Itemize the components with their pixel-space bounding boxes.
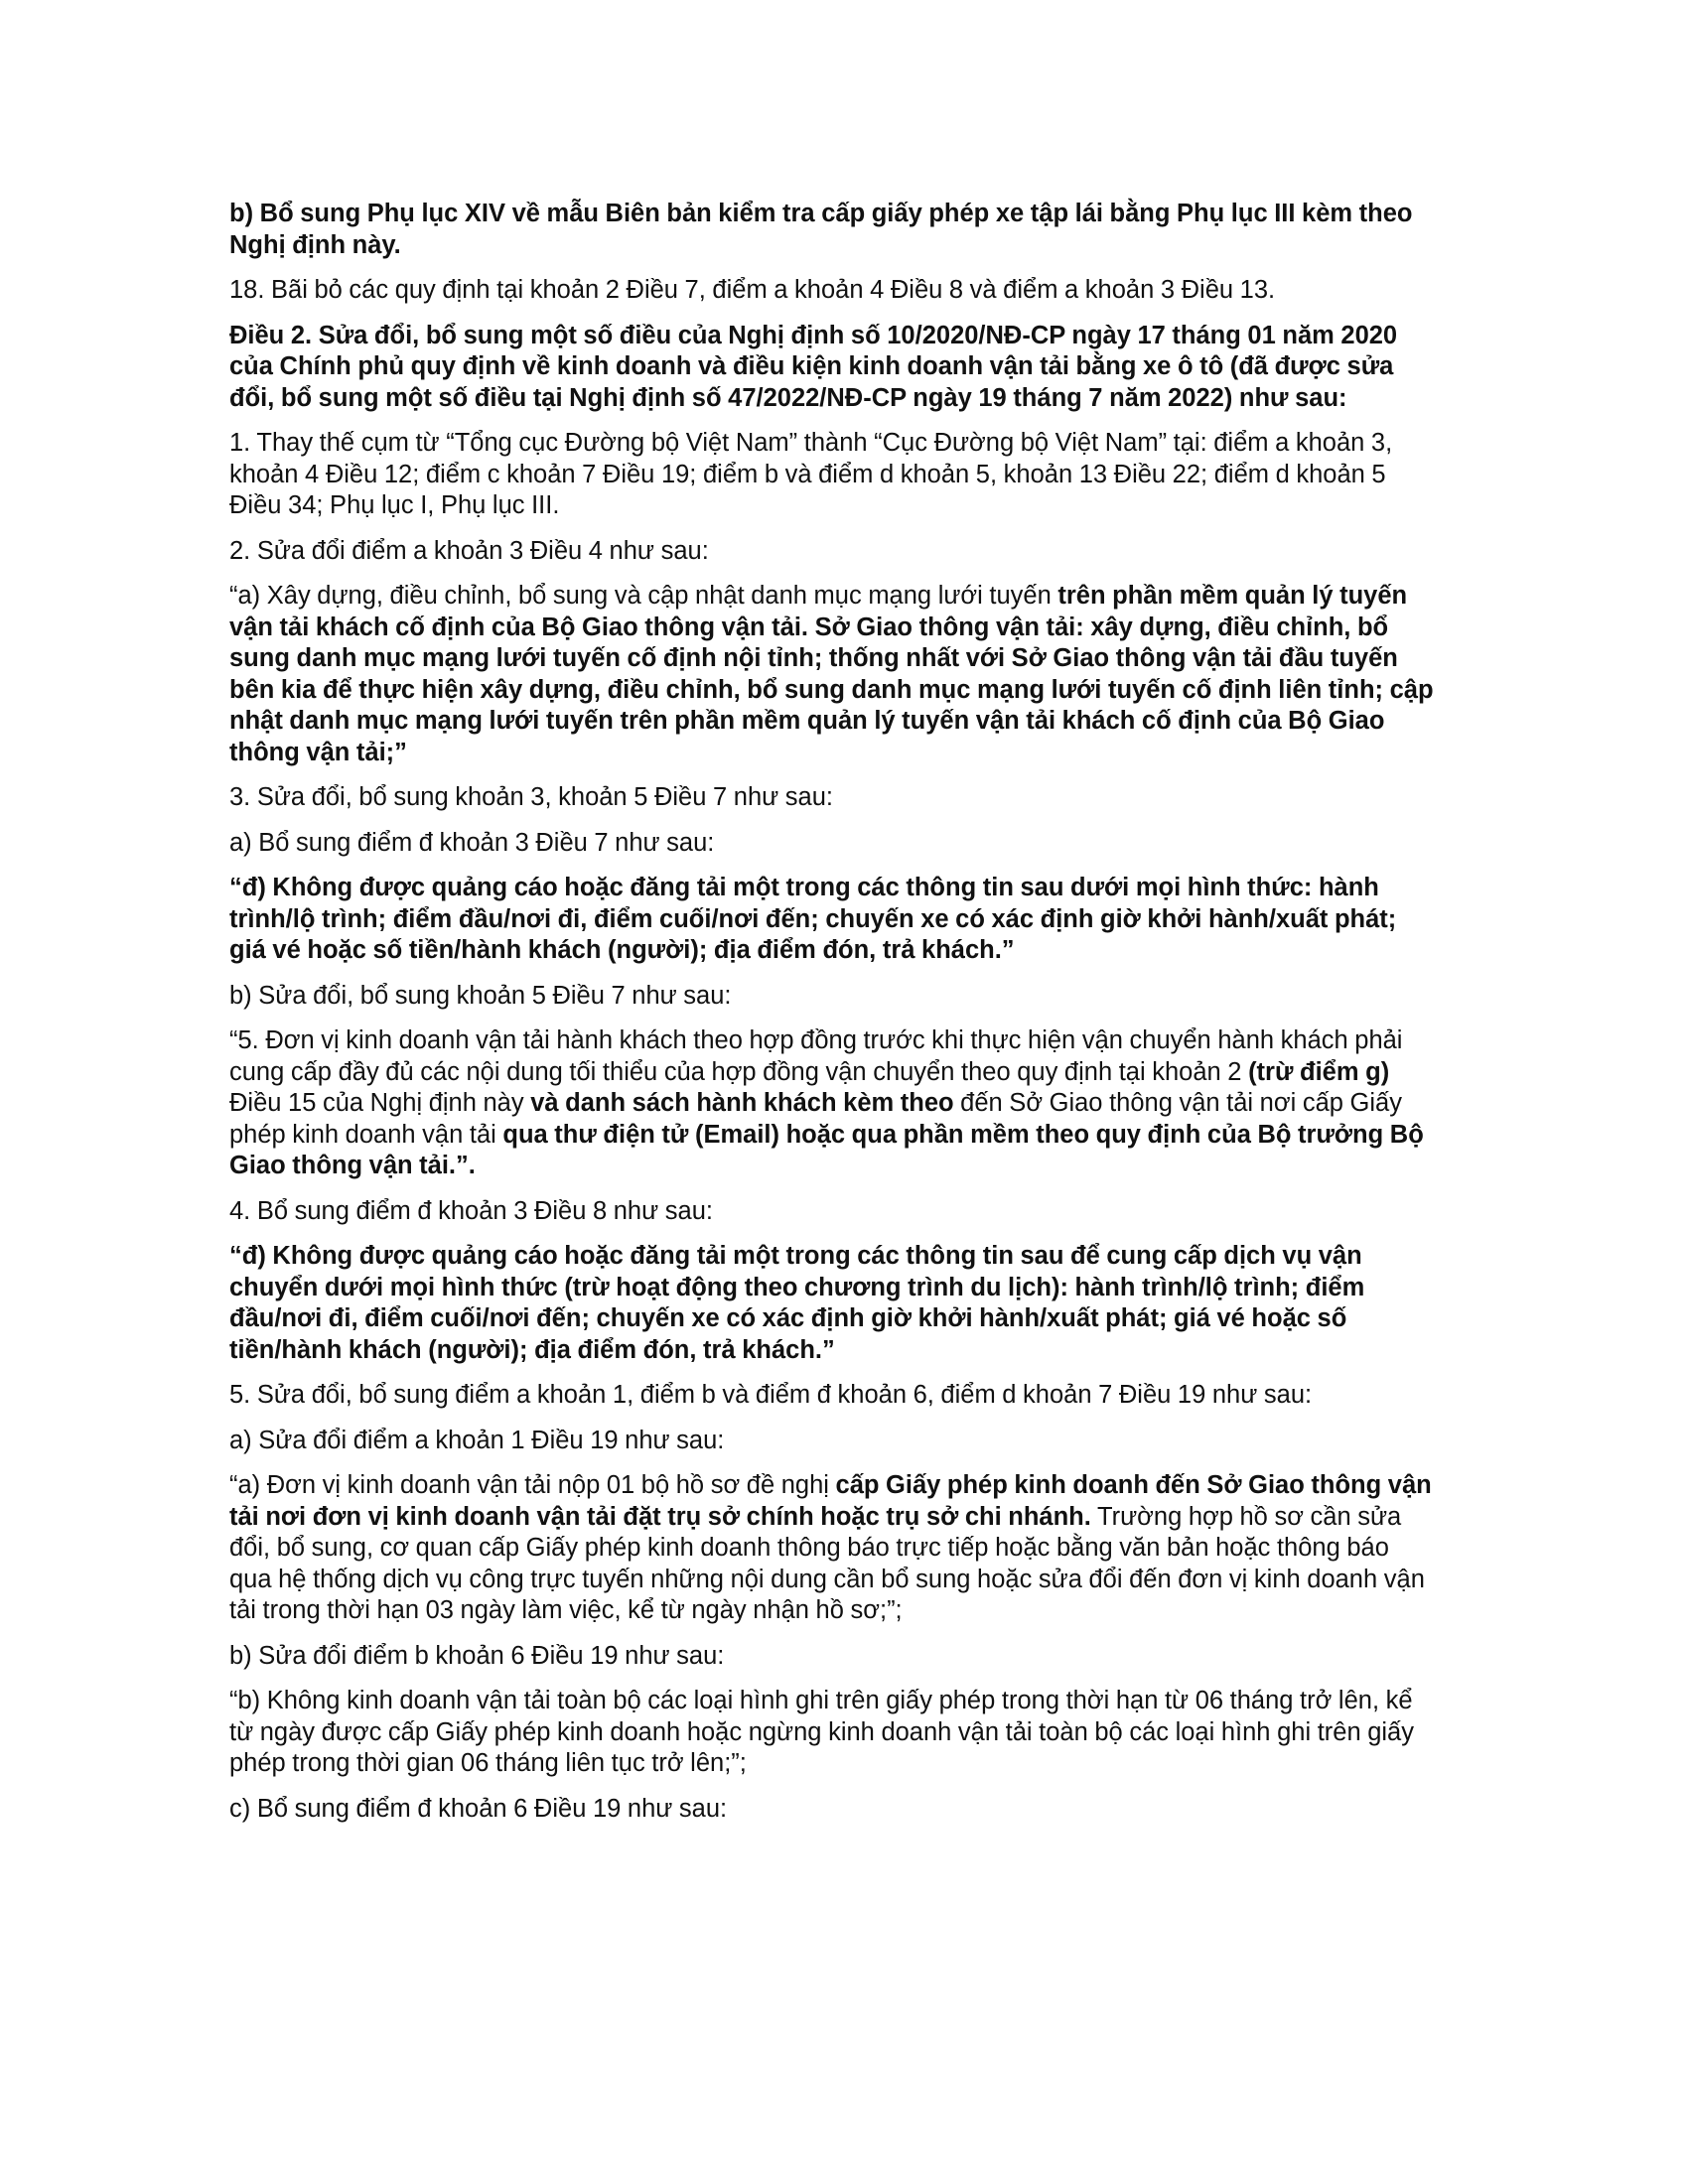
bold-text: qua thư điện tử (Email) hoặc qua phần mềm theo quy định của Bộ trưởng Bộ Giao thông vận tải.”. [229,1120,1424,1179]
paragraph-16 [229,1470,1437,1627]
paragraph-3 [229,321,1437,415]
text: b) Sửa đổi điểm b khoản 6 Điều 19 như sau: [229,1641,725,1670]
text: “a) Xây dựng, điều chỉnh, bổ sung và cập nhật danh mục mạng lưới tuyến [229,582,1058,610]
bold-text: b) Bổ sung Phụ lục XIV về mẫu Biên bản kiểm tra cấp giấy phép xe tập lái bằng Phụ lục III kèm theo Nghị định này. [229,200,1413,259]
bold-text: “đ) Không được quảng cáo hoặc đăng tải một trong các thông tin sau để cung cấp dịch vụ vận chuyển dưới mọi hình thức (trừ hoạt động theo chương trình du lịch): hành trình/lộ trình; điểm đầu/nơi đi, điểm cuối/nơi đến; chuyến xe có xác định giờ khởi hành/xuất phát; giá vé hoặc số tiền/hành khách (người); địa điểm đón, trả khách.” [229,1242,1365,1364]
text: a) Bổ sung điểm đ khoản 3 Điều 7 như sau: [229,828,715,857]
paragraph-2 [229,275,1437,307]
text: b) Sửa đổi, bổ sung khoản 5 Điều 7 như sau: [229,981,732,1010]
bold-text: cấp Giấy phép kinh doanh đến Sở Giao thông vận tải nơi đơn vị kinh doanh vận tải đặt trụ sở chính hoặc trụ sở chi nhánh. [229,1471,1432,1531]
paragraph-5 [229,536,1437,568]
paragraph-12 [229,1196,1437,1228]
paragraph-14 [229,1380,1437,1412]
bold-text: (trừ điểm g) [1248,1057,1390,1086]
paragraph-19 [229,1794,1437,1826]
paragraph-8 [229,828,1437,860]
text: 5. Sửa đổi, bổ sung điểm a khoản 1, điểm b và điểm đ khoản 6, điểm d khoản 7 Điều 19 như sau: [229,1381,1313,1409]
text: a) Sửa đổi điểm a khoản 1 Điều 19 như sau: [229,1426,725,1454]
text: 1. Thay thế cụm từ “Tổng cục Đường bộ Việt Nam” thành “Cục Đường bộ Việt Nam” tại: điểm a khoản 3, khoản 4 Điều 12; điểm c khoản 7 Điều 19; điểm b và điểm d khoản 5, khoản 13 Điều 22; điểm d khoản 5 Điều 34; Phụ lục I, Phụ lục III. [229,429,1393,519]
paragraph-11 [229,1025,1437,1182]
text: c) Bổ sung điểm đ khoản 6 Điều 19 như sau: [229,1794,728,1823]
paragraph-6 [229,581,1437,768]
paragraph-10 [229,981,1437,1013]
bold-text: “đ) Không được quảng cáo hoặc đăng tải một trong các thông tin sau dưới mọi hình thức: hành trình/lộ trình; điểm đầu/nơi đi, điểm cuối/nơi đến; chuyến xe có xác định giờ khởi hành/xuất phát; giá vé hoặc số tiền/hành khách (người); địa điểm đón, trả khách.” [229,874,1397,964]
paragraph-1 [229,199,1437,261]
paragraph-17 [229,1641,1437,1673]
text: 2. Sửa đổi điểm a khoản 3 Điều 4 như sau: [229,536,709,565]
paragraph-7 [229,782,1437,814]
text: “5. Đơn vị kinh doanh vận tải hành khách theo hợp đồng trước khi thực hiện vận chuyển hành khách phải cung cấp đầy đủ các nội dung tối thiểu của hợp đồng vận chuyển theo quy định tại khoản 2 [229,1026,1403,1086]
paragraph-13 [229,1241,1437,1366]
document-page [229,199,1437,1839]
text: đến Sở Giao thông vận tải nơi cấp Giấy phép kinh doanh vận tải [229,1089,1402,1149]
paragraph-18 [229,1686,1437,1780]
paragraph-15 [229,1426,1437,1457]
text: 4. Bổ sung điểm đ khoản 3 Điều 8 như sau: [229,1196,713,1225]
text: 3. Sửa đổi, bổ sung khoản 3, khoản 5 Điều 7 như sau: [229,783,833,811]
text: “b) Không kinh doanh vận tải toàn bộ các loại hình ghi trên giấy phép trong thời hạn từ 06 tháng trở lên, kể từ ngày được cấp Giấy phép kinh doanh hoặc ngừng kinh doanh vận tải toàn bộ các loại hình ghi trên giấy phép trong thời gian 06 tháng liên tục trở lên;”; [229,1687,1414,1777]
paragraph-9 [229,873,1437,967]
text: Trường hợp hồ sơ cần sửa đổi, bổ sung, cơ quan cấp Giấy phép kinh doanh thông báo trực tiếp hoặc bằng văn bản hoặc thông báo qua hệ thống dịch vụ công trực tuyến những nội dung cần bổ sung hoặc sửa đổi đến đơn vị kinh doanh vận tải trong thời hạn 03 ngày làm việc, kể từ ngày nhận hồ sơ;”; [229,1502,1425,1624]
bold-text: và danh sách hành khách kèm theo [530,1089,954,1117]
text: “a) Đơn vị kinh doanh vận tải nộp 01 bộ hồ sơ đề nghị [229,1471,836,1499]
text: 18. Bãi bỏ các quy định tại khoản 2 Điều 7, điểm a khoản 4 Điều 8 và điểm a khoản 3 Điều 13. [229,276,1276,304]
bold-text: Điều 2. Sửa đổi, bổ sung một số điều của Nghị định số 10/2020/NĐ-CP ngày 17 tháng 01 năm 2020 của Chính phủ quy định về kinh doanh và điều kiện kinh doanh vận tải bằng xe ô tô (đã được sửa đổi, bổ sung một số điều tại Nghị định số 47/2022/NĐ-CP ngày 19 tháng 7 năm 2022) như sau: [229,321,1398,412]
text: Điều 15 của Nghị định này [229,1089,531,1117]
bold-text: trên phần mềm quản lý tuyến vận tải khách cố định của Bộ Giao thông vận tải. Sở Giao thông vận tải: xây dựng, điều chỉnh, bổ sung danh mục mạng lưới tuyến cố định nội tỉnh; thống nhất với Sở Giao thông vận tải đầu tuyến bên kia để thực hiện xây dựng, điều chỉnh, bổ sung danh mục mạng lưới tuyến cố định liên tỉnh; cập nhật danh mục mạng lưới tuyến trên phần mềm quản lý tuyến vận tải khách cố định của Bộ Giao thông vận tải;” [229,582,1434,766]
paragraph-4 [229,428,1437,522]
